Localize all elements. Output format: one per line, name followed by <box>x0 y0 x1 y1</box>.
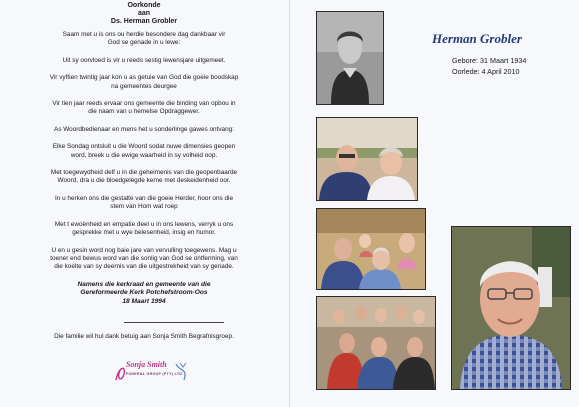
thanks-note: Die familie wil hul dank betuig aan Sonja Smith Begrafnisgroep. <box>54 333 234 341</box>
paragraph <box>6 74 282 91</box>
paragraph-line: Uit sy oorvloed is vir u reeds sestig lewensjare uitgemeet. <box>62 56 226 64</box>
birth-date: Gebore: 31 Maart 1934 <box>452 56 527 65</box>
paragraph <box>6 126 282 134</box>
paragraph <box>6 57 282 65</box>
deceased-name: Herman Grobler <box>432 31 522 46</box>
paragraph-line: Met toegewydheid delf u in die geheimenis van die geopenbaarde <box>50 169 238 177</box>
life-dates <box>452 55 526 77</box>
paragraph-line: word, breek u die ewige waarheid in sy volheid oop. <box>70 151 218 159</box>
certificate-heading <box>6 2 282 26</box>
paragraph <box>6 143 282 160</box>
closing-line: Gereformeerde Kerk Potchefstroom-Oos <box>80 289 208 297</box>
elderly-man-portrait <box>451 226 571 390</box>
couple-photo <box>316 117 418 201</box>
paragraph-line: As Woordbedienaar en mens het u sonderlinge gawes ontvang: <box>53 125 234 133</box>
funeral-group-logo <box>112 358 196 386</box>
paragraph-line: die koelte van sy deernis van die uitgestrekheid van sy genade. <box>54 263 234 271</box>
paragraph <box>6 169 282 186</box>
paragraph <box>6 31 282 48</box>
paragraph-line: Met t ewoënheid en empatie deel u in ons lewens, verryk u ons <box>54 220 234 228</box>
paragraph-line: Vir vyftien twintig jaar kon u as getuie van God die goeie boodskap <box>49 74 239 82</box>
paragraph-line: na gemeentes deurgee <box>111 82 177 90</box>
paragraph <box>6 100 282 117</box>
paragraph <box>6 195 282 212</box>
logo-name: Sonja Smith <box>126 360 167 369</box>
paragraph-line: U en u gesin word nog baie jare van vervulling toegewens. Mag u <box>51 246 237 254</box>
paragraph-line: gesprekke met u wye belesenheid, insig en humor. <box>72 229 216 237</box>
closing-line: 18 Maart 1994 <box>122 297 166 305</box>
paragraph <box>6 221 282 238</box>
paragraph-line: stem van Hom wat roep <box>110 203 178 211</box>
paragraph-line: Saam met u is ons ou herdie besondere dag dankbaar vir <box>62 31 226 38</box>
paragraph-line: Vir tien jaar reeds ervaar ons gemeente die binding van opbou in <box>52 100 236 108</box>
logo-subtitle: FUNERAL GROUP (PTY) LTD <box>126 372 183 376</box>
fold-line <box>289 0 290 407</box>
heading-line: aan <box>137 10 151 17</box>
heading-line: Ds. Herman Grobler <box>110 18 178 25</box>
paragraph-line: Elke Sondag ontsluit u die Woord sodat nuwe dimensies geopen <box>52 143 236 151</box>
paragraph-line: In u herken ons die gestalte van die goeie Herder, hoor ons die <box>55 194 233 202</box>
young-man-portrait <box>316 11 384 105</box>
paragraph-line: Woord, dra u die bloedgelegde kerne met deskeidenheid oor. <box>57 177 231 185</box>
closing-line: Namens die kerkraad en gemeente van die <box>77 280 211 288</box>
closing-signature <box>6 281 282 307</box>
family-group-photo <box>316 208 426 290</box>
heading-line: Oorkonde <box>127 2 161 9</box>
paragraph-line: God se genade in u lewe: <box>107 39 181 47</box>
large-group-photo <box>316 296 436 390</box>
paragraph-line: die naam van u hemelse Opdraggewer. <box>88 108 200 116</box>
paragraph-line: toener end bewus word van die sonlig van God se ontferming, van <box>50 254 238 262</box>
paragraph <box>6 247 282 272</box>
death-date: Oorlede: 4 April 2010 <box>452 67 520 76</box>
certificate-panel <box>6 2 282 341</box>
